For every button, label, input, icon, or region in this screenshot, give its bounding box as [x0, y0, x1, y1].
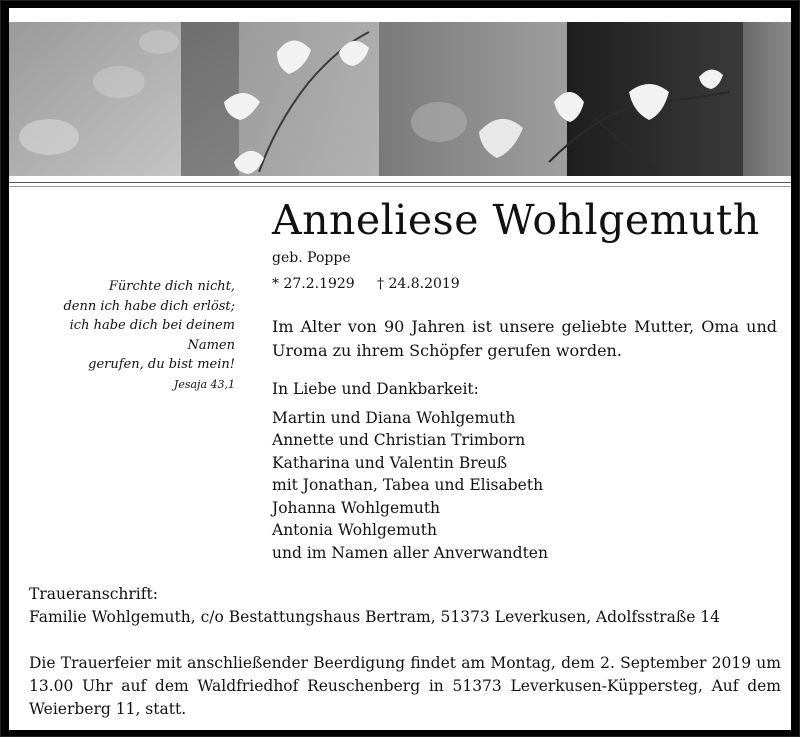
funeral-service-info: Die Trauerfeier mit anschließender Beerdigung findet am Montag, dem 2. September 2019 um 13.00 Uhr auf dem Waldfriedhof Reuschenberg in 51373 Leverkusen-Küppersteg, Auf dem Weierberg 11, statt. — [29, 654, 781, 718]
mourner-entry: Johanna Wohlgemuth — [272, 498, 441, 517]
mourners-list — [272, 378, 548, 564]
birth-name: geb. Poppe — [272, 250, 351, 266]
verse-line: ich habe dich bei deinem Namen — [69, 318, 235, 353]
mourner-entry: Antonia Wohlgemuth — [272, 521, 437, 539]
mourner-entry: und im Namen aller Anverwandten — [272, 543, 548, 562]
birth-date: * 27.2.1929 — [272, 276, 355, 292]
verse-line: denn ich habe dich erlöst; — [63, 298, 235, 314]
life-dates — [272, 276, 460, 292]
mourner-entry: mit Jonathan, Tabea und Elisabeth — [272, 476, 544, 494]
mourning-address — [29, 583, 779, 628]
death-date: † 24.8.2019 — [377, 276, 460, 292]
mourner-entry: Annette und Christian Trimborn — [272, 431, 526, 449]
separator-line — [9, 186, 791, 187]
ginkgo-leaves-banner-image — [9, 22, 791, 176]
address-label: Traueranschrift: — [29, 585, 158, 603]
deceased-name: Anneliese Wohlgemuth — [272, 196, 760, 244]
mourner-entry: Martin und Diana Wohlgemuth — [272, 408, 516, 427]
bible-verse — [19, 277, 235, 394]
obituary-card — [9, 8, 791, 730]
verse-line: gerufen, du bist mein! — [88, 357, 235, 372]
mourner-entry: Katharina und Valentin Breuß — [272, 453, 508, 472]
separator-line — [9, 182, 791, 183]
address-text: Familie Wohlgemuth, c/o Bestattungshaus Bertram, 51373 Leverkusen, Adolfsstraße 14 — [29, 607, 721, 626]
verse-reference: Jesaja 43,1 — [173, 377, 235, 391]
mourners-intro: In Liebe und Dankbarkeit: — [272, 380, 479, 398]
verse-line: Fürchte dich nicht, — [108, 279, 235, 294]
death-announcement: Im Alter von 90 Jahren ist unsere geliebte Mutter, Oma und Uroma zu ihrem Schöpfer gerufen worden. — [272, 317, 777, 360]
